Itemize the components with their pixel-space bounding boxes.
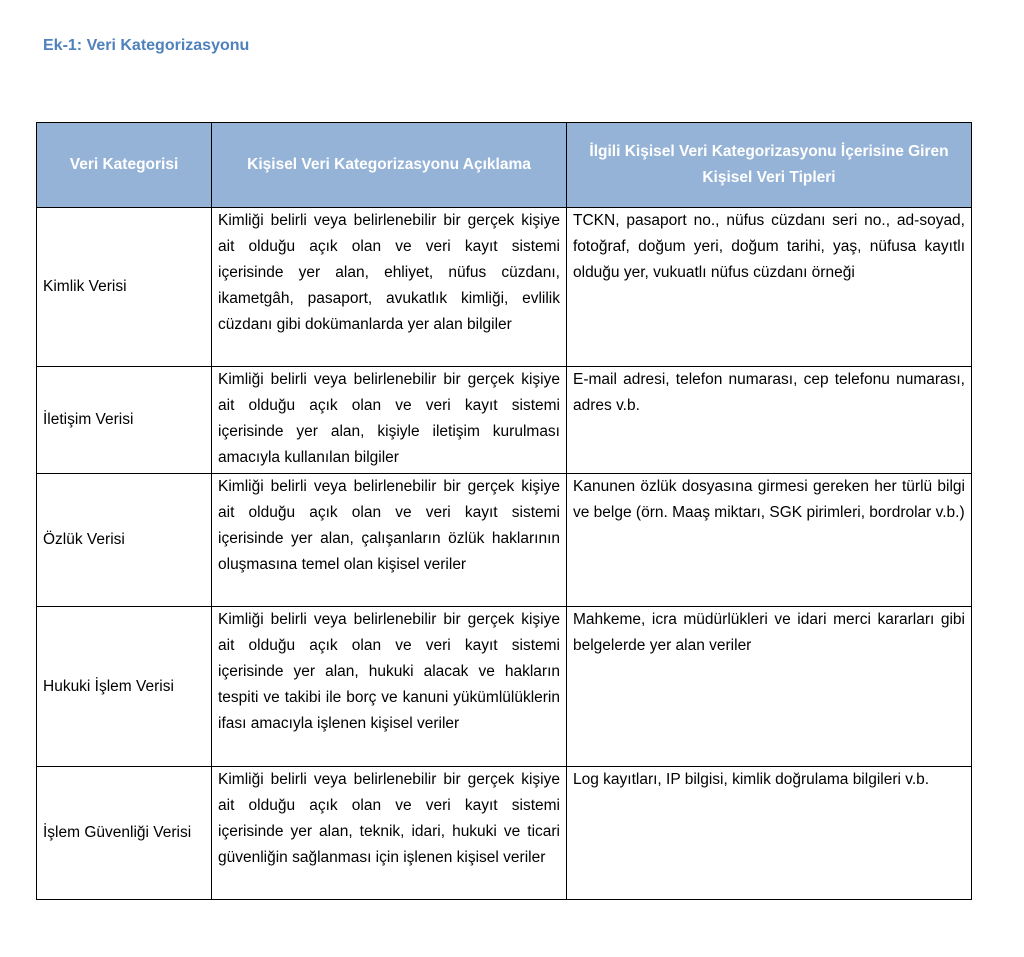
row-data-types-line: adres v.b. xyxy=(573,397,640,414)
row-category: Hukuki İşlem Verisi xyxy=(37,607,212,767)
row-description: Kimliği belirli veya belirlenebilir bir gerçek kişiye ait olduğu açık olan ve veri kayıt sistemi içerisinde yer alan, ehliyet, nüfus cüzdanı, ikametgâh, pasaport, avukatlık kimliği, evlilik cüzdanı gibi dokümanlarda yer alan bilgiler xyxy=(212,208,567,367)
row-data-types-line: E-mail adresi, telefon numarası, cep telefonu numarası, xyxy=(573,371,965,388)
row-description: Kimliği belirli veya belirlenebilir bir gerçek kişiye ait olduğu açık olan ve veri kayıt sistemi içerisinde yer alan, hukuki alacak ve hakların tespiti ve takibi ile borç ve kanuni yükümlülüklerin ifası amacıyla işlenen kişisel veriler xyxy=(212,607,567,767)
table-row xyxy=(37,767,972,900)
data-category-table xyxy=(36,122,972,900)
table-row xyxy=(37,474,972,607)
row-category: İletişim Verisi xyxy=(37,367,212,474)
table-row xyxy=(37,208,972,367)
table-body xyxy=(37,208,972,900)
header-description: Kişisel Veri Kategorizasyonu Açıklama xyxy=(212,123,567,208)
row-data-types: TCKN, pasaport no., nüfus cüzdanı seri no., ad-soyad, fotoğraf, doğum yeri, doğum tarihi, yaş, nüfusa kayıtlı olduğu yer, vukuatlı nüfus cüzdanı örneği xyxy=(567,208,972,367)
row-description: Kimliği belirli veya belirlenebilir bir gerçek kişiye ait olduğu açık olan ve veri kayıt sistemi içerisinde yer alan, çalışanların özlük haklarının oluşmasına temel olan kişisel veriler xyxy=(212,474,567,607)
header-category: Veri Kategorisi xyxy=(37,123,212,208)
page-title: Ek-1: Veri Kategorizasyonu xyxy=(43,37,250,54)
row-data-types: Mahkeme, icra müdürlükleri ve idari merci kararları gibi belgelerde yer alan veriler xyxy=(567,607,972,767)
header-row xyxy=(37,123,972,208)
row-data-types xyxy=(567,367,972,474)
row-description: Kimliği belirli veya belirlenebilir bir gerçek kişiye ait olduğu açık olan ve veri kayıt sistemi içerisinde yer alan, teknik, idari, hukuki ve ticari güvenliğin sağlanması için işlenen kişisel veriler xyxy=(212,767,567,900)
row-category: Özlük Verisi xyxy=(37,474,212,607)
row-description: Kimliği belirli veya belirlenebilir bir gerçek kişiye ait olduğu açık olan ve veri kayıt sistemi içerisinde yer alan, kişiyle iletişim kurulması amacıyla kullanılan bilgiler xyxy=(212,367,567,474)
header-data-types: İlgili Kişisel Veri Kategorizasyonu İçerisine Giren Kişisel Veri Tipleri xyxy=(567,123,972,208)
row-data-types: Log kayıtları, IP bilgisi, kimlik doğrulama bilgileri v.b. xyxy=(567,767,972,900)
table-row xyxy=(37,607,972,767)
table-row xyxy=(37,367,972,474)
row-category: Kimlik Verisi xyxy=(37,208,212,367)
row-category: İşlem Güvenliği Verisi xyxy=(37,767,212,900)
table-header xyxy=(37,123,972,208)
row-data-types: Kanunen özlük dosyasına girmesi gereken her türlü bilgi ve belge (örn. Maaş miktarı, SGK pirimleri, bordrolar v.b.) xyxy=(567,474,972,607)
